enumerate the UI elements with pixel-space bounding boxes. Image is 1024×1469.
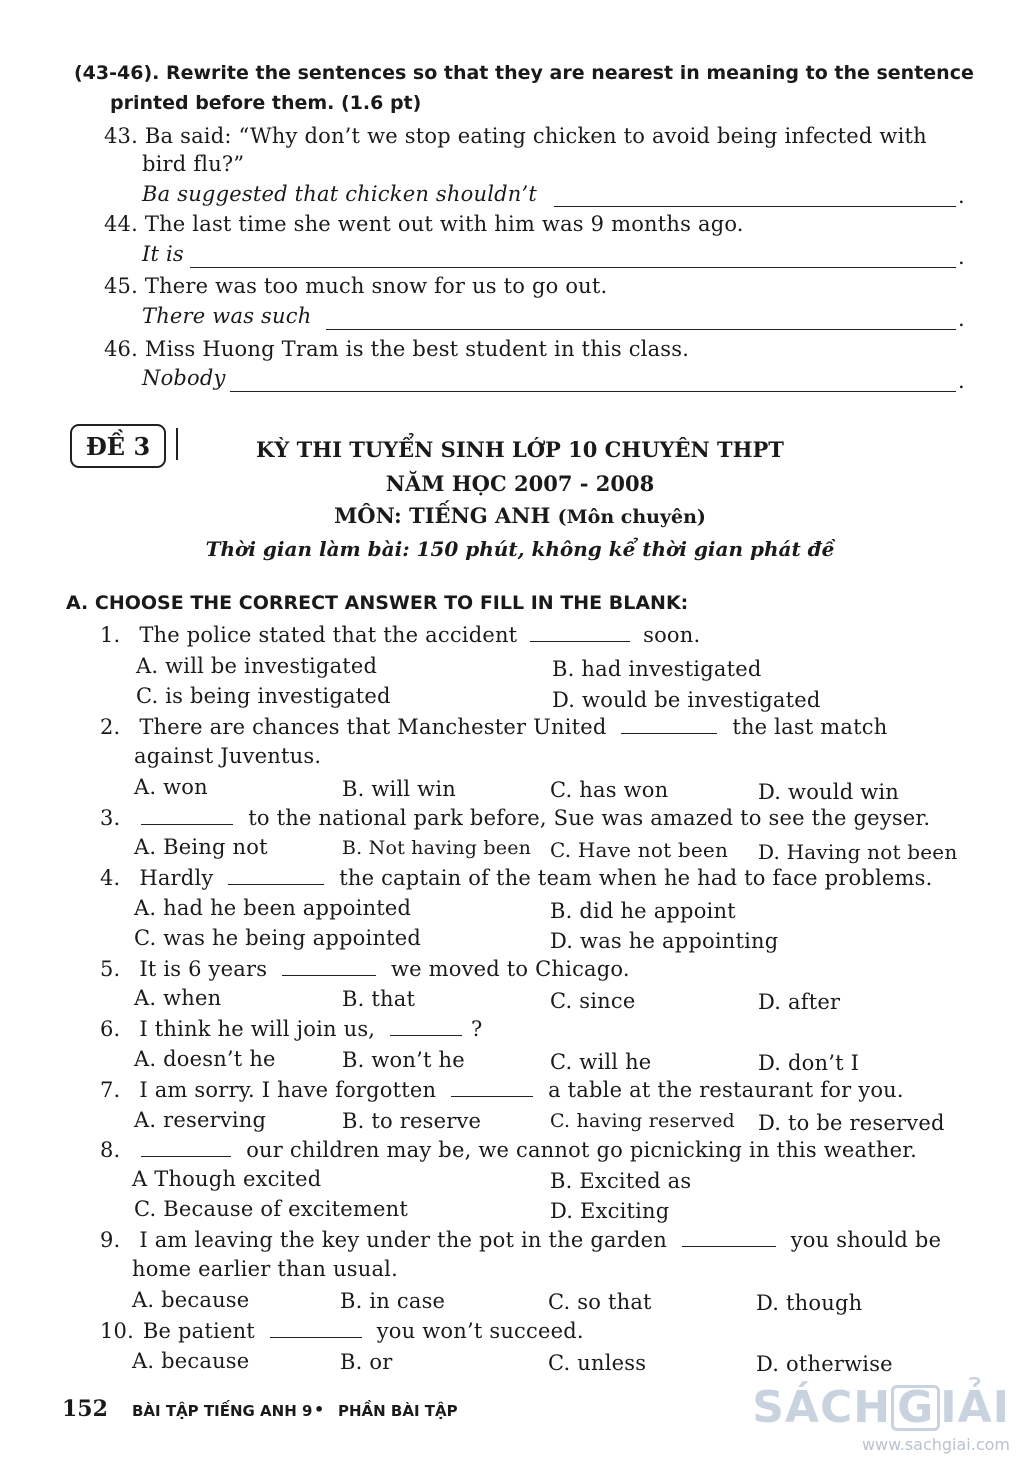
blank[interactable]	[390, 1034, 462, 1036]
footer-book-title: BÀI TẬP TIẾNG ANH 9	[132, 1402, 313, 1420]
q6-option-d[interactable]: D. don’t I	[758, 1051, 860, 1075]
question-number: 8.	[100, 1138, 121, 1162]
q1-option-d[interactable]: D. would be investigated	[552, 688, 821, 712]
question-text: ?	[470, 1017, 483, 1041]
question-6	[100, 1017, 482, 1041]
q4-option-b[interactable]: B. did he appoint	[550, 899, 736, 923]
item-43-cont: bird flu?”	[142, 152, 245, 176]
q4-option-a[interactable]: A. had he been appointed	[134, 896, 412, 920]
question-number: 1.	[100, 623, 121, 647]
item-45-prompt: There was such	[142, 304, 312, 328]
exam-subject: MÔN: TIẾNG ANH	[334, 503, 551, 528]
q10-option-b[interactable]: B. or	[340, 1350, 393, 1374]
question-5	[100, 957, 630, 981]
q10-option-d[interactable]: D. otherwise	[756, 1352, 893, 1376]
exam-time: Thời gian làm bài: 150 phút, không kể thời gian phát đề	[205, 537, 835, 561]
question-text: you won’t succeed.	[376, 1319, 584, 1343]
page-number: 152	[62, 1396, 108, 1422]
q8-option-c[interactable]: C. Because of excitement	[134, 1197, 409, 1221]
question-text: a table at the restaurant for you.	[548, 1078, 904, 1102]
answer-line-44[interactable]	[190, 267, 956, 268]
q10-option-c[interactable]: C. unless	[548, 1351, 647, 1375]
question-text: we moved to Chicago.	[390, 957, 630, 981]
q6-option-a[interactable]: A. doesn’t he	[134, 1047, 276, 1071]
q3-option-a[interactable]: A. Being not	[134, 835, 268, 859]
sachgiai-watermark	[752, 1382, 1010, 1454]
sachgiai-logo	[752, 1382, 1010, 1433]
item-46-prompt: Nobody	[142, 366, 226, 390]
answer-line-46[interactable]	[230, 391, 956, 392]
q1-option-c[interactable]: C. is being investigated	[136, 684, 391, 708]
question-2	[100, 715, 887, 739]
footer-bullet: •	[314, 1400, 325, 1419]
q7-option-a[interactable]: A. reserving	[134, 1108, 267, 1132]
question-number: 10.	[100, 1319, 134, 1343]
question-text: to the national park before, Sue was amazed to see the geyser.	[248, 806, 931, 830]
blank[interactable]	[282, 974, 376, 976]
blank[interactable]	[621, 732, 717, 734]
q4-option-c[interactable]: C. was he being appointed	[134, 926, 422, 950]
q1-option-b[interactable]: B. had investigated	[552, 657, 762, 681]
question-2-cont: against Juventus.	[134, 744, 322, 768]
question-9	[100, 1228, 941, 1252]
question-number: 2.	[100, 715, 121, 739]
q7-option-d[interactable]: D. to be reserved	[758, 1111, 945, 1135]
blank[interactable]	[270, 1336, 362, 1338]
q10-option-a[interactable]: A. because	[132, 1349, 250, 1373]
period: .	[958, 184, 965, 208]
q3-option-c[interactable]: C. Have not been	[550, 838, 729, 862]
q3-option-d[interactable]: D. Having not been	[758, 840, 958, 864]
question-text: our children may be, we cannot go picnicking in this weather.	[246, 1138, 918, 1162]
exam-badge: ĐỀ 3	[70, 424, 166, 468]
q9-option-b[interactable]: B. in case	[340, 1289, 446, 1313]
rewrite-heading: (43-46). Rewrite the sentences so that they are nearest in meaning to the sentence	[74, 62, 974, 84]
question-text: the captain of the team when he had to face problems.	[339, 866, 933, 890]
question-text: Be patient	[142, 1319, 255, 1343]
q7-option-c[interactable]: C. having reserved	[550, 1110, 735, 1132]
sachgiai-url: www.sachgiai.com	[861, 1435, 1010, 1454]
exam-subject-line	[140, 503, 900, 528]
footer-section: PHẦN BÀI TẬP	[338, 1402, 458, 1420]
section-a-heading: A. CHOOSE THE CORRECT ANSWER TO FILL IN THE BLANK:	[66, 592, 689, 614]
answer-line-43[interactable]	[554, 206, 956, 207]
question-8	[100, 1138, 917, 1162]
item-43: 43. Ba said: “Why don’t we stop eating chicken to avoid being infected with	[104, 124, 927, 148]
question-number: 9.	[100, 1228, 121, 1252]
q9-option-c[interactable]: C. so that	[548, 1290, 652, 1314]
logo-g-box: G	[891, 1385, 940, 1431]
blank[interactable]	[682, 1245, 776, 1247]
logo-text-right: IẢI	[940, 1382, 1010, 1433]
question-number: 5.	[100, 957, 121, 981]
q2-option-b[interactable]: B. will win	[342, 777, 456, 801]
q7-option-b[interactable]: B. to reserve	[342, 1109, 482, 1133]
question-number: 7.	[100, 1078, 121, 1102]
item-44: 44. The last time she went out with him was 9 months ago.	[104, 212, 744, 236]
q2-option-d[interactable]: D. would win	[758, 780, 900, 804]
question-1	[100, 623, 700, 647]
question-text: I am sorry. I have forgotten	[139, 1078, 437, 1102]
logo-text-left: SÁCH	[752, 1382, 892, 1433]
item-44-prompt: It is	[142, 242, 184, 266]
question-number: 3.	[100, 806, 121, 830]
q6-option-b[interactable]: B. won’t he	[342, 1048, 465, 1072]
question-text: Hardly	[139, 866, 214, 890]
question-text: I am leaving the key under the pot in the garden	[139, 1228, 667, 1252]
q8-option-a[interactable]: A Though excited	[132, 1167, 322, 1191]
period: .	[958, 245, 965, 269]
exam-subject-note: (Môn chuyên)	[557, 506, 706, 528]
q5-option-b[interactable]: B. that	[342, 987, 416, 1011]
blank[interactable]	[141, 1155, 231, 1157]
question-3	[100, 806, 930, 830]
q9-option-d[interactable]: D. though	[756, 1291, 863, 1315]
answer-line-45[interactable]	[326, 329, 956, 330]
blank[interactable]	[451, 1095, 533, 1097]
q3-option-b[interactable]: B. Not having been	[342, 837, 532, 859]
item-43-prompt: Ba suggested that chicken shouldn’t	[142, 182, 537, 206]
q6-option-c[interactable]: C. will he	[550, 1050, 652, 1074]
q2-option-c[interactable]: C. has won	[550, 778, 669, 802]
q5-option-a[interactable]: A. when	[134, 986, 222, 1010]
question-number: 4.	[100, 866, 121, 890]
q5-option-c[interactable]: C. since	[550, 989, 636, 1013]
blank[interactable]	[228, 883, 324, 885]
period: .	[958, 307, 965, 331]
question-number: 6.	[100, 1017, 121, 1041]
period: .	[958, 369, 965, 393]
q9-option-a[interactable]: A. because	[132, 1288, 250, 1312]
exam-year: NĂM HỌC 2007 - 2008	[385, 471, 655, 496]
q1-option-a[interactable]: A. will be investigated	[136, 654, 378, 678]
q8-option-b[interactable]: B. Excited as	[550, 1169, 692, 1193]
question-4	[100, 866, 933, 890]
question-10	[100, 1319, 584, 1343]
question-text: There are chances that Manchester United	[139, 715, 607, 739]
question-text: It is 6 years	[139, 957, 268, 981]
item-45: 45. There was too much snow for us to go out.	[104, 274, 608, 298]
rewrite-heading-cont: printed before them. (1.6 pt)	[110, 92, 422, 114]
question-text: I think he will join us,	[139, 1017, 376, 1041]
question-7	[100, 1078, 904, 1102]
question-text: you should be	[790, 1228, 942, 1252]
q2-option-a[interactable]: A. won	[134, 775, 208, 799]
blank[interactable]	[530, 640, 630, 642]
q4-option-d[interactable]: D. was he appointing	[550, 929, 779, 953]
q8-option-d[interactable]: D. Exciting	[550, 1199, 670, 1223]
question-9-cont: home earlier than usual.	[132, 1257, 398, 1281]
exam-title: KỲ THI TUYỂN SINH LỚP 10 CHUYÊN THPT	[256, 437, 784, 462]
q5-option-d[interactable]: D. after	[758, 990, 841, 1014]
question-text: The police stated that the accident	[139, 623, 518, 647]
question-text: soon.	[643, 623, 701, 647]
question-text: the last match	[732, 715, 888, 739]
blank[interactable]	[141, 823, 233, 825]
item-46: 46. Miss Huong Tram is the best student in this class.	[104, 337, 690, 361]
